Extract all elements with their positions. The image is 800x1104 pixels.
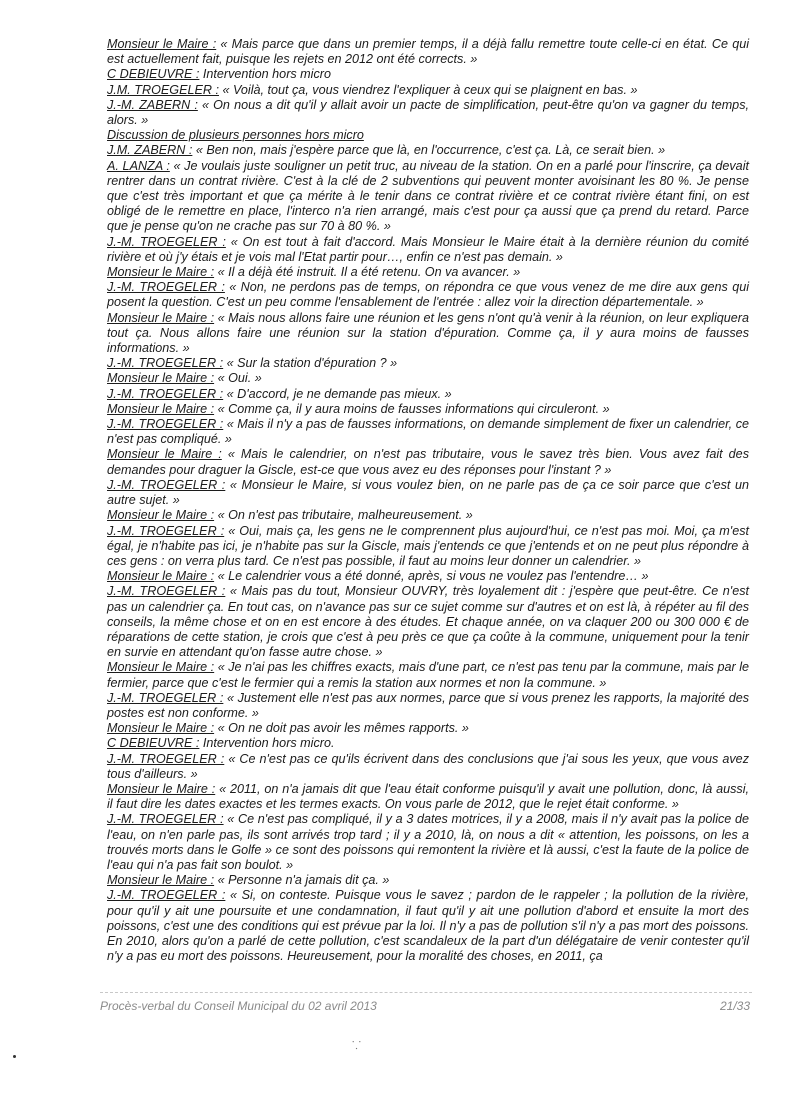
speaker-name: J.M. ZABERN : xyxy=(107,143,193,158)
speech-text: Intervention hors micro. xyxy=(199,736,335,751)
speech-text: « Voilà, tout ça, vous viendrez l'expliquer à ceux qui se plaignent en bas. » xyxy=(218,82,638,97)
speech-text: « Personne n'a jamais dit ça. » xyxy=(214,873,390,888)
speech-text: « Justement elle n'est pas aux normes, parce que si vous prenez les rapports, la majorité des postes est non conforme. » xyxy=(107,690,749,720)
transcript-entry xyxy=(107,584,749,660)
speech-text: Intervention hors micro xyxy=(199,67,331,82)
speaker-name: Monsieur le Maire : xyxy=(107,401,215,416)
transcript-entry xyxy=(107,812,749,873)
transcript-entry xyxy=(107,235,749,265)
transcript-entry xyxy=(107,280,749,310)
speaker-name: J.-M. TROEGELER : xyxy=(107,690,224,705)
speaker-name: J.-M. TROEGELER : xyxy=(107,584,226,599)
transcript-entry xyxy=(107,782,749,812)
speaker-name: J.-M. TROEGELER : xyxy=(107,477,226,492)
speaker-name: J.M. TROEGELER : xyxy=(107,82,219,97)
transcript-entry xyxy=(107,371,749,386)
speech-text: « 2011, on n'a jamais dit que l'eau était conforme puisqu'il y avait une pollution, donc, là aussi, il faut dire les dates exactes et les termes exacts. On vous parle de 2012, que le rejet était conforme. » xyxy=(107,781,749,812)
speaker-name: C DEBIEUVRE : xyxy=(107,67,200,82)
transcript-entry xyxy=(107,478,749,508)
speech-text: « Monsieur le Maire, si vous voulez bien, on ne parle pas de ça ce soir parce que c'est un autre sujet. » xyxy=(107,477,750,508)
page-number: 21/33 xyxy=(719,999,750,1013)
transcript xyxy=(107,37,749,964)
speech-text: « Ce n'est pas ce qu'ils écrivent dans des conclusions que j'ai sous les yeux, que vous avez tous d'ailleurs. » xyxy=(107,751,749,781)
transcript-entry xyxy=(107,660,749,690)
transcript-entry xyxy=(107,402,749,417)
transcript-entry xyxy=(107,508,749,523)
speech-text: « Non, ne perdons pas de temps, on répondra ce que vous venez de me dire aux gens qui posent la question. C'est un peu comme l'ensablement de l'entrée : allez voir la direction départementale. » xyxy=(107,280,750,310)
speech-text: « Ben non, mais j'espère parce que là, en l'occurrence, c'est ça. Là, ce serait bien. » xyxy=(192,143,666,158)
speaker-name: Monsieur le Maire : xyxy=(107,310,215,325)
speaker-name: Monsieur le Maire : xyxy=(107,371,215,386)
speaker-name: Monsieur le Maire : xyxy=(107,447,222,462)
scan-mark-icon: ⸪ xyxy=(352,1040,362,1052)
speaker-name: Monsieur le Maire : xyxy=(107,873,215,888)
transcript-entry xyxy=(107,691,749,721)
speech-text: « Ce n'est pas compliqué, il y a 3 dates motrices, il y a 2008, mais il n'y avait pas la police de l'eau, on n'en parle pas, ils sont arrivés trop tard ; il y a 2010, là, on nous a dit « attention, les poissons, on les a trouvés morts dans le Golfe » ce sont des poissons qui remontent la rivière et là aussi, c'est la faute de la police de l'eau qui n'a pas fait son boulot. » xyxy=(107,812,750,872)
speech-text: « Mais il n'y a pas de fausses informations, on demande simplement de fixer un calendrier, ce n'est pas compliqué. » xyxy=(107,417,749,447)
speaker-name: J.-M. TROEGELER : xyxy=(107,234,226,249)
transcript-entry xyxy=(107,143,749,158)
speech-text: « Mais nous allons faire une réunion et les gens n'ont qu'à venir à la réunion, on leur expliquera tout ça. Nous allons faire une réunion sur la station d'épuration. Comme ça, il y aura moins de fausses informations. » xyxy=(107,310,749,356)
speaker-name: Monsieur le Maire : xyxy=(107,569,215,584)
transcript-entry xyxy=(107,387,749,402)
speaker-name: C DEBIEUVRE : xyxy=(107,736,200,751)
scan-dot xyxy=(13,1055,16,1058)
transcript-entry xyxy=(107,356,749,371)
speech-text: « Mais pas du tout, Monsieur OUVRY, très loyalement dit : j'espère que peut-être. Ce n'est pas un calendrier ça. En tout cas, on n'avance pas sur ce sujet comme sur d'autres et on est là, à répéter au fil des conseils, la même chose et on en est encore à des études. Et chaque année, on va claquer 200 ou 300 000 € de réparations de cette station, je crois que c'est à peu près ce que ça coûte à la commune, uniquement pour la tenir en survie en attendant qu'on fasse autre chose. » xyxy=(107,584,750,660)
speaker-name: J.-M. TROEGELER : xyxy=(107,888,226,903)
speaker-name: Monsieur le Maire : xyxy=(107,721,215,736)
transcript-entry xyxy=(107,888,749,964)
speech-text: « Je voulais juste souligner un petit truc, au niveau de la station. On en a parlé pour l'inscrire, ça devait rentrer dans un contrat rivière. C'est à la clé de 2 subventions qui peuvent monter avoisinant les 80 %. Je pense que c'est très important et que ça mérite à le tenir dans ce contrat rivière et ce contrat rivière étant fini, on est obligé de le remettre en place, l'interco n'a rien arrangé, mais c'est pour ça aussi que ça prend du retard. Parce que je pense qu'on ne crache pas sur 70 à 80 %. » xyxy=(107,158,749,234)
speech-text: « Mais parce que dans un premier temps, il a déjà fallu remettre toute celle-ci en état. Ce qui est actuellement fait, puisque les rejets en 2012 ont été corrects. » xyxy=(107,37,749,67)
transcript-entry xyxy=(107,417,749,447)
speaker-name: J.-M. TROEGELER : xyxy=(107,356,224,371)
speech-text: « Oui. » xyxy=(214,371,262,386)
transcript-entry xyxy=(107,752,749,782)
speaker-name: A. LANZA : xyxy=(107,158,170,173)
speech-text: « D'accord, je ne demande pas mieux. » xyxy=(223,386,452,401)
transcript-entry xyxy=(107,159,749,235)
transcript-entry xyxy=(107,98,749,128)
transcript-entry xyxy=(107,873,749,888)
speech-text: « Sur la station d'épuration ? » xyxy=(223,356,398,371)
speech-text: « Si, on conteste. Puisque vous le savez ; pardon de le rappeler ; la pollution de la rivière, pour qu'il y ait une poursuite et une condamnation, il faut qu'il y ait une pollution d'abord et ensuite la mort des poissons, c'est une des conditions qui est prévue par la loi. Il n'y a pas de pollution s'il n'y a pas mort des poissons. En 2010, alors qu'on a parlé de cette pollution, c'est scandaleux de la part d'un délégataire de venir contester qu'il n'y a pas eu mort des poissons. Heureusement, pour la moralité des choses, en 2011, ça xyxy=(107,888,750,964)
speech-text: « On nous a dit qu'il y allait avoir un pacte de simplification, peut-être qu'on va gagner du temps, alors. » xyxy=(107,97,749,128)
transcript-entry xyxy=(107,447,749,477)
speaker-name: Monsieur le Maire : xyxy=(107,508,215,523)
speaker-name: J.-M. TROEGELER : xyxy=(107,417,224,432)
speech-text: « On ne doit pas avoir les mêmes rapports. » xyxy=(214,721,469,736)
speaker-name: J.-M. ZABERN : xyxy=(107,97,198,112)
speaker-name: J.-M. TROEGELER : xyxy=(107,523,225,538)
speech-text: « Je n'ai pas les chiffres exacts, mais d'une part, ce n'est pas tenu par la commune, mais par le fermier, parce que c'est le fermier qui a remis la station aux normes et non la commune. » xyxy=(107,660,750,690)
footer-title: Procès-verbal du Conseil Municipal du 02 avril 2013 xyxy=(100,999,377,1013)
transcript-entry xyxy=(107,128,749,143)
speech-text: « Il a déjà été instruit. Il a été retenu. On va avancer. » xyxy=(214,265,521,280)
transcript-entry xyxy=(107,311,749,357)
page-footer xyxy=(100,992,752,1013)
transcript-entry xyxy=(107,736,749,751)
speaker-name: J.-M. TROEGELER : xyxy=(107,751,225,766)
speech-text: « Oui, mais ça, les gens ne le comprennent plus aujourd'hui, ce n'est pas moi. Moi, ça m'est égal, je n'habite pas ici, je n'habite pas sur la Giscle, mais j'entends ce que j'entends et on ne peut plus répondre à ces gens : on verra plus tard. Ce n'est pas possible, il faut au moins leur donner un calendrier. » xyxy=(107,523,749,568)
speaker-name: Monsieur le Maire : xyxy=(107,265,215,280)
speech-text: « On est tout à fait d'accord. Mais Monsieur le Maire était à la dernière réunion du comité rivière et où j'y étais et je vois mal l'Etat partir pour…, enfin ce n'est pas demain. » xyxy=(107,234,749,264)
speaker-name: Discussion de plusieurs personnes hors micro xyxy=(107,128,364,143)
speaker-name: Monsieur le Maire : xyxy=(107,37,217,51)
transcript-entry xyxy=(107,37,749,67)
transcript-entry xyxy=(107,721,749,736)
transcript-entry xyxy=(107,524,749,570)
speech-text: « On n'est pas tributaire, malheureusement. » xyxy=(214,508,473,523)
speaker-name: J.-M. TROEGELER : xyxy=(107,386,224,401)
transcript-entry xyxy=(107,67,749,82)
speech-text: « Comme ça, il y aura moins de fausses informations qui circuleront. » xyxy=(214,401,610,416)
speech-text: « Le calendrier vous a été donné, après, si vous ne voulez pas l'entendre… » xyxy=(214,569,649,584)
speaker-name: J.-M. TROEGELER : xyxy=(107,280,225,295)
speaker-name: Monsieur le Maire : xyxy=(107,660,215,675)
speech-text: « Mais le calendrier, on n'est pas tributaire, vous le savez très bien. Vous avez fait des demandes pour draguer la Giscle, est-ce que vous avez eu des réponses pour l'instant ? » xyxy=(107,447,749,477)
speaker-name: Monsieur le Maire : xyxy=(107,781,216,796)
transcript-entry xyxy=(107,83,749,98)
transcript-entry xyxy=(107,569,749,584)
speaker-name: J.-M. TROEGELER : xyxy=(107,812,224,827)
transcript-entry xyxy=(107,265,749,280)
